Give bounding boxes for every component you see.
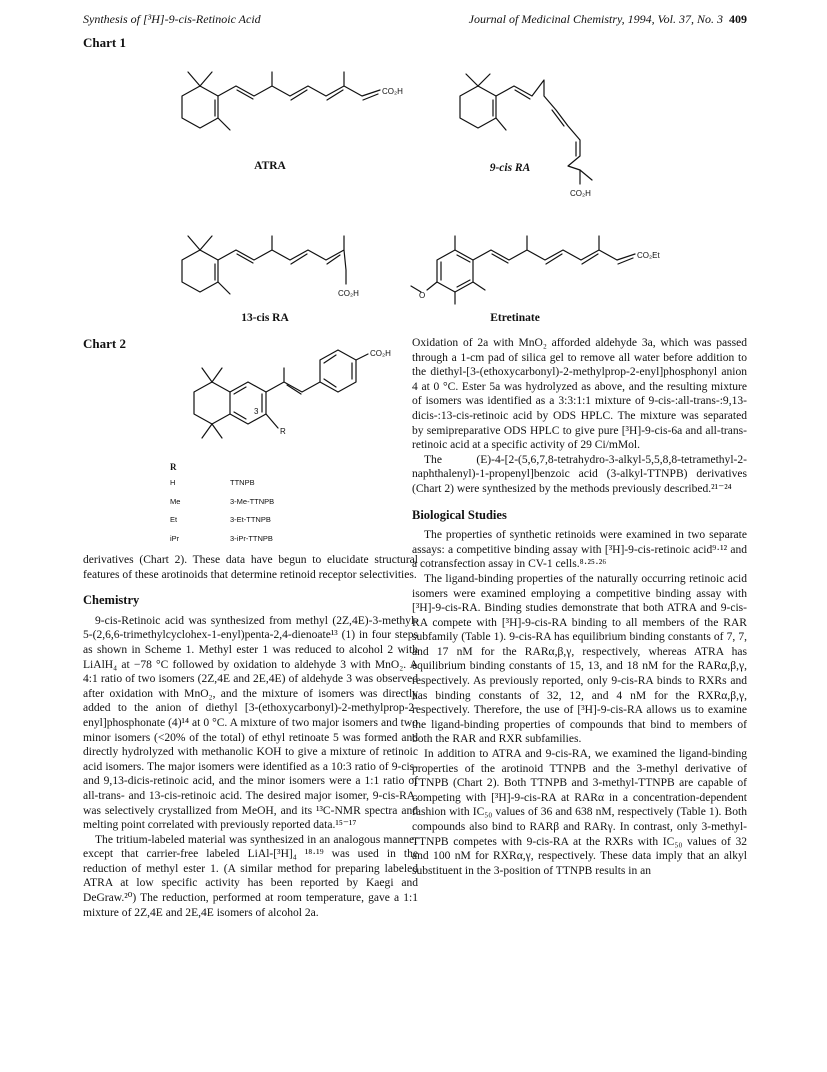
biology-paragraph-1: The properties of synthetic retinoids were examined in two separate assays: a competitive binding assay with [³H]-9-cis-retinoic acid⁹·¹² and a cotransfection assay in CV-1 cells.⁸·²⁵·²⁶ [412,529,747,571]
atra-structure [170,66,403,146]
chemistry-heading: Chemistry [83,593,140,608]
r-table-row [170,515,271,534]
ttnpb-position-3: 3 [254,407,259,416]
thirteen-cis-co2h: CO₂H [338,289,359,298]
r-value: Et [170,515,178,524]
r-value: Me [170,496,181,506]
compound-name: TTNPB [230,478,255,487]
chart2-title: Chart 2 [83,336,126,351]
chart1-title: Chart 1 [83,35,126,50]
thirteen-cis-label: 13-cis RA [241,312,289,324]
thirteen-cis-ra-structure [170,230,370,305]
running-head-journal [469,12,747,27]
compound-name: 3-Et-TTNPB [230,515,271,524]
r-table-row [170,533,273,553]
etretinate-label: Etretinate [490,312,540,324]
biology-paragraph-2: The ligand-binding properties of the naturally occurring retinoic acid isomers were examined employing a competitive binding assay with [³H]-9-cis-RA. Binding studies demonstrate that both ATRA and 9-cis-RA compete with [³H]-9-cis-RA binding to all members of the RAR subfamily (Table 1). 9-cis-RA has equilibrium binding constants of 7, 7, and 17 nM for the RARα,β,γ, respectively, whereas ATRA has equilibrium binding constants of 15, 13, and 18 nM for the RARα,β,γ, respectively. As previously reported, only 9-cis-RA binds to RXRs and has binding constants of 32, 12, and 4 nM for the RXRα,β,γ, respectively. Therefore, the use of [³H]-9-cis-RA allows us to examine the ligand-binding properties of compounds that bind to members of both the RAR and RXR subfamilies. [412,572,747,746]
etretinate-structure [405,230,675,305]
r-substituent-table [170,462,275,552]
page-number: 409 [729,12,747,26]
chemistry-paragraph-2: The tritium-labeled material was synthesized in an analogous manner except that carrier-free labeled LiAl-[³H]₄ ¹⁸·¹⁹ was used in the reduction of methyl ester 1. (A similar method for preparing labeled ATRA at low specific activity has been reported by Kaegi and DeGraw.²⁰) The reduction, performed at room temperature, gave a 1:1 mixture of 2Z,4E and 2E,4E isomers of alcohol 2a. [83,833,418,919]
ttnpb-r-group: R [280,427,286,436]
right-column [412,336,747,878]
ttnpb-structure [168,349,391,450]
left-column [83,553,418,920]
r-value: iPr [170,533,180,543]
running-head-title: Synthesis of [³H]-9-cis-Retinoic Acid [83,12,261,26]
chemistry-paragraph-1: 9-cis-Retinoic acid was synthesized from methyl (2Z,4E)-3-methyl-5-(2,6,6-trimethylcyclohex-1-enyl)penta-2,4-dienoate¹³ (1) in four steps as shown in Scheme 1. Methyl ester 1 was reduced to alcohol 2 with LiAlH₄ at −78 °C followed by oxidation to aldehyde 3 with MnO₂. A 4:1 ratio of two isomers (2Z,4E and 2E,4E) of aldehyde 3 was observed after oxidation with MnO₂, and the mixture of isomers was directly added to the anion of diethyl [3-(ethoxycarbonyl)-2-methylprop-2-enyl]phosphonate (4)¹⁴ at 0 °C. A mixture of two major isomers and two minor isomers (<20% of the total) of ethyl retinoate 5 was formed and directly hydrolyzed with methanolic KOH to give a mixture of retinoic acid isomers. The major isomers were identified as a 10:3 ratio of 9-cis- and 9,13-dicis-retinoic acid, and the minor isomers were a 1:1 ratio of all-trans- and 13-cis-retinoic acid. The desired major isomer, 9-cis-RA, was selectively crystallized from MeOH, and its ¹³C-NMR spectra and melting point correlated with previously reported data.¹⁵⁻¹⁷ [83,614,418,832]
nine-cis-ra-structure [448,70,608,200]
etretinate-methoxy-o: O [419,291,426,300]
r-value: H [170,478,176,487]
r-table-row [170,496,275,516]
chemistry-paragraph-3: Oxidation of 2a with MnO₂ afforded aldehyde 3a, which was passed through a 1-cm pad of silica gel to remove all water before addition to the diethyl-[3-(ethoxycarbonyl)-2-methylprop-2-enyl]phosphonyl anion 4 at 0 °C. Ester 5a was hydrolyzed as above, and the resulting mixture of isomers was identified as a 3:3:1:1 mixture of 9-cis-:all-trans-:9,13-dicis-:13-cis-retinoic acid by ODS HPLC. The mixture was separated by semipreparative ODS HPLC to give pure [³H]-9-cis-6a and all-trans-retinoic acid at a specific activity of 29 Ci/mMol. [412,337,747,452]
running-head [83,12,747,28]
nine-cis-co2h: CO₂H [570,189,591,198]
ttnpb-co2h: CO₂H [370,349,391,358]
atra-label: ATRA [254,160,286,172]
biological-studies-heading: Biological Studies [412,507,507,522]
chemistry-paragraph-4: The (E)-4-[2-(5,6,7,8-tetrahydro-3-alkyl-5,5,8,8-tetramethyl-2-naphthalenyl)-1-propenyl]benzoic acid (3-alkyl-TTNPB) derivatives (Chart 2) were synthesized by the methods previously described.²¹⁻²⁴ [412,453,747,495]
intro-paragraph: derivatives (Chart 2). These data have begun to elucidate structural features of these arotinoids that determine retinoid receptor selectivities. [83,554,418,581]
atra-co2h: CO₂H [382,87,403,96]
compound-name: 3-iPr-TTNPB [230,533,273,543]
etretinate-co2et: CO₂Et [637,251,660,260]
compound-name: 3-Me-TTNPB [230,496,275,506]
r-table-header: R [170,462,177,472]
r-table-row [170,478,255,497]
biology-paragraph-3: In addition to ATRA and 9-cis-RA, we examined the ligand-binding properties of the arotinoid TTNPB and the 3-methyl derivative of TTNPB (Chart 2). Both TTNPB and 3-methyl-TTNPB are capable of competing with [³H]-9-cis-RA at RARα in a concentration-dependent fashion with IC₅₀ values of 36 and 638 nM, respectively (Table 1). Both compounds also bind to RARβ and RARγ. In contrast, only 3-methyl-TTNPB competes with 9-cis-RA at the RXRs with IC₅₀ values of 32 and 100 nM for RXRα,γ, respectively. These data imply that an alkyl substituent in the 3-position of TTNPB results in an [412,748,747,877]
running-head-citation: Journal of Medicinal Chemistry, 1994, Vol. 37, No. 3 [468,12,723,26]
nine-cis-label: 9-cis RA [489,162,531,174]
